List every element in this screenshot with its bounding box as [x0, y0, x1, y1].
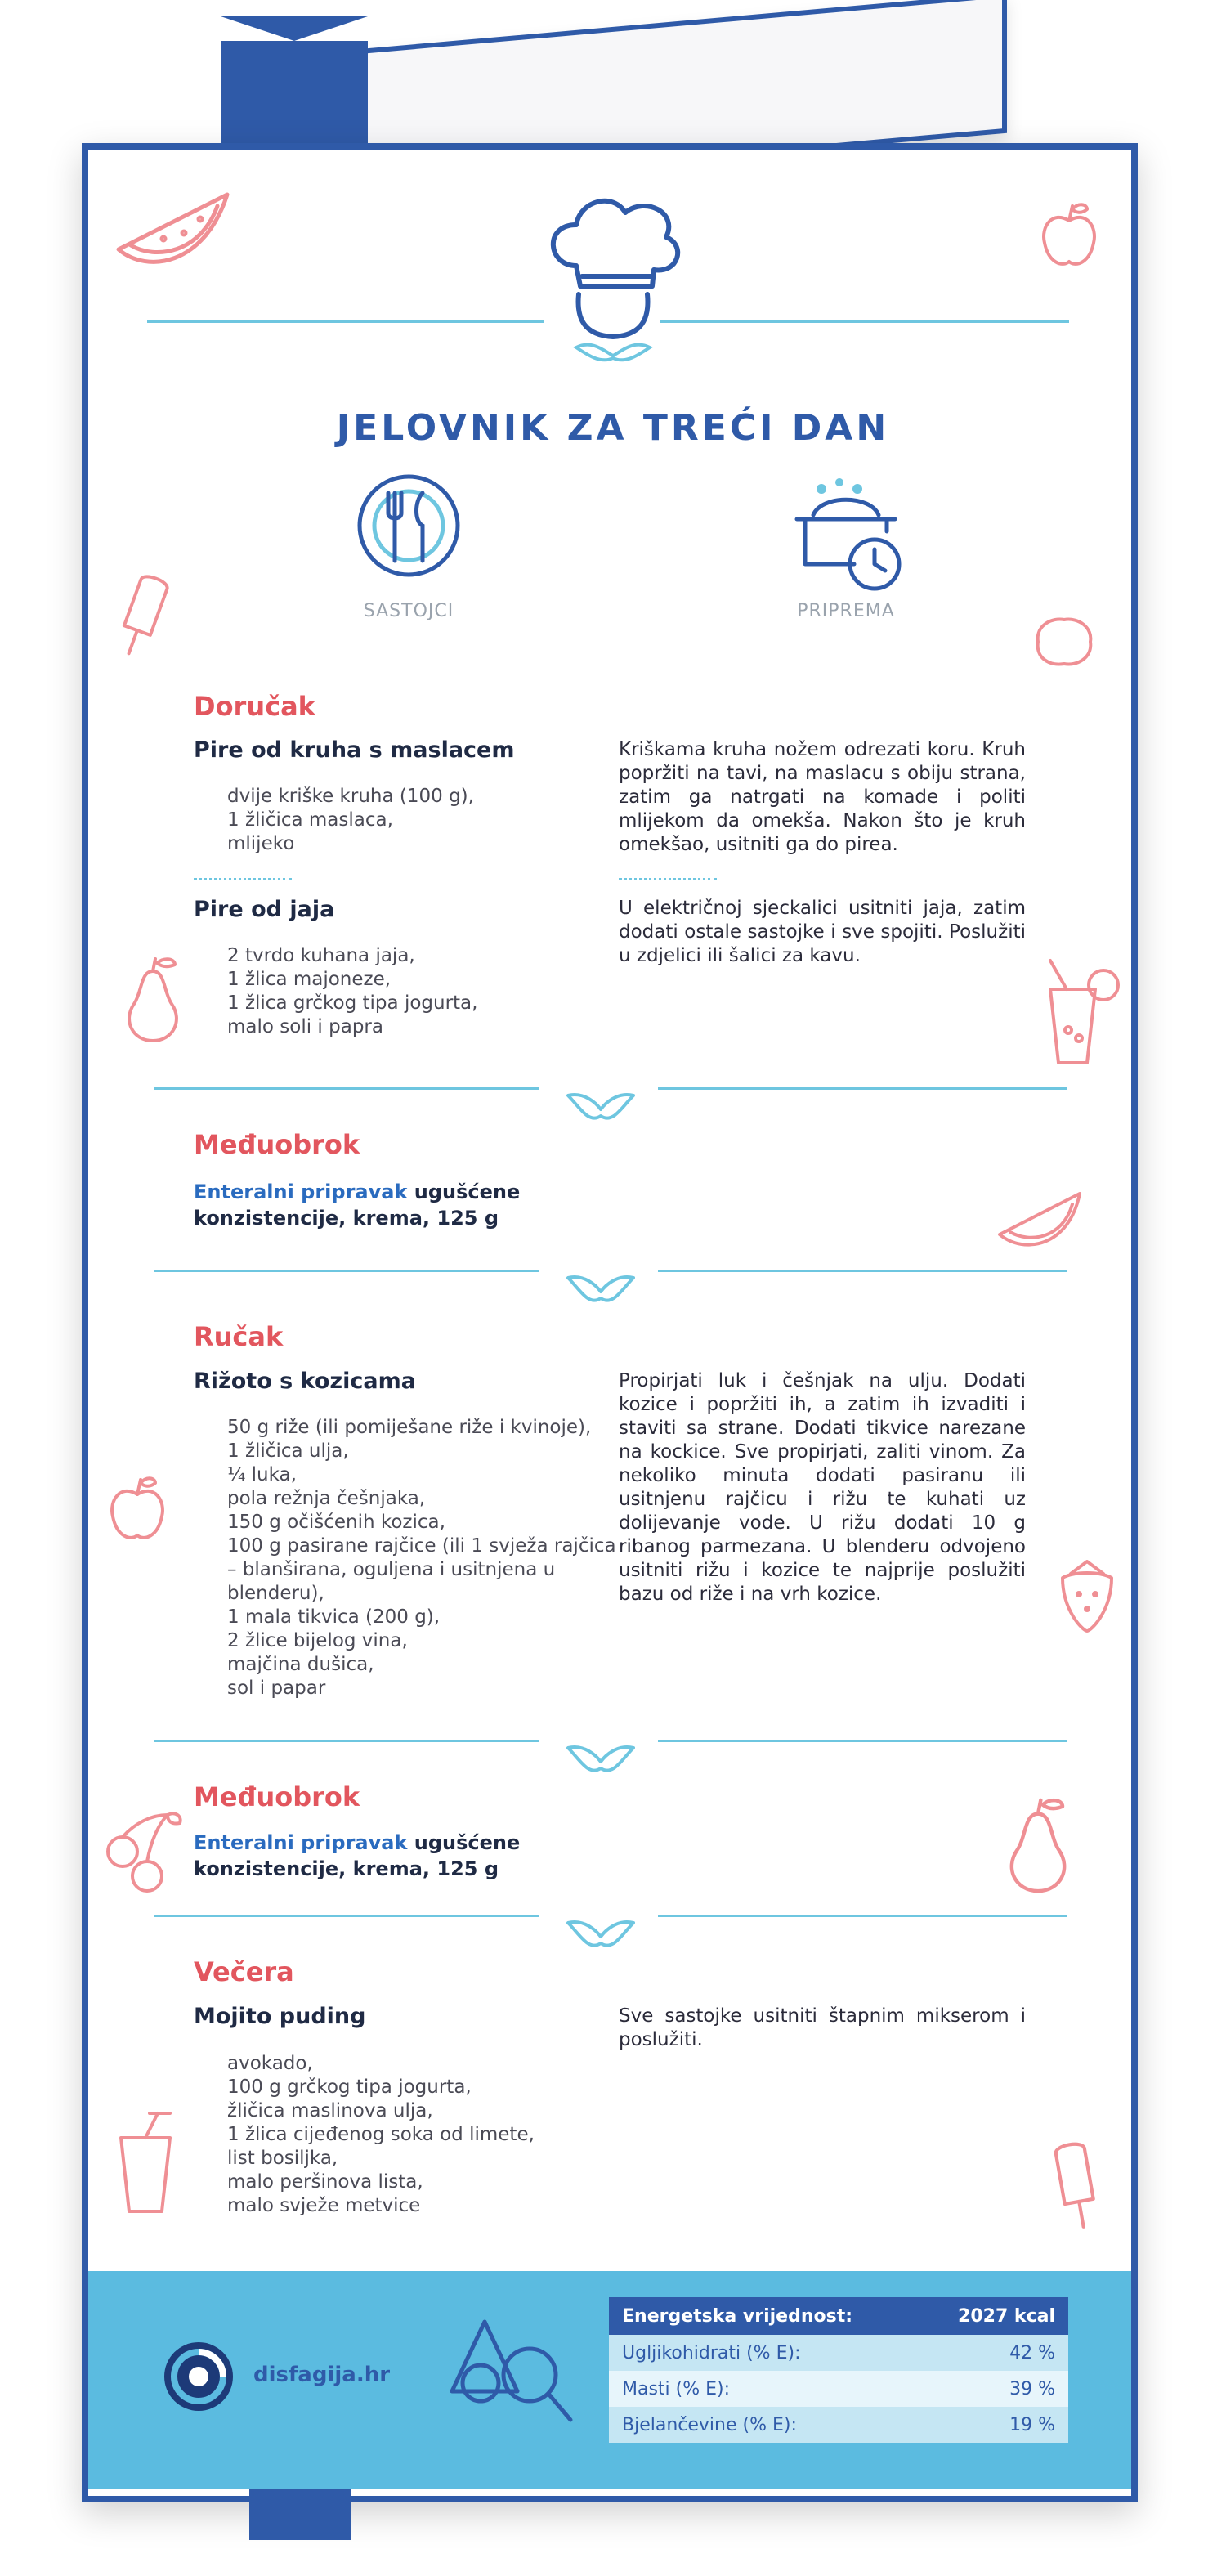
dinner-heading: Večera [194, 1956, 294, 1987]
divider-line [154, 1087, 539, 1090]
divider-line [154, 1740, 539, 1742]
pear-icon [116, 955, 190, 1045]
preparation-text: U električnoj sjeckalici usitniti jaja, zatim dodati ostale sastojke i sve spojiti. Poslužiti u zdjelici ili šalici za kavu. [619, 898, 1026, 966]
ingredients-column-label: SASTOJCI [363, 601, 454, 621]
nutrition-row [609, 2371, 1068, 2407]
bow-ornament [564, 1919, 638, 1960]
dish-title: Rižoto s kozicama [194, 1369, 416, 1394]
snack-heading: Međuobrok [194, 1781, 360, 1812]
divider-line [154, 1915, 539, 1917]
ingredient-item: 2 tvrdo kuhana jaja, [227, 945, 415, 966]
ingredient-item: 150 g očišćenih kozica, [227, 1512, 445, 1533]
ingredient-item: mlijeko [227, 833, 295, 854]
watermelon-slice-icon [996, 1189, 1085, 1255]
brand-name[interactable]: disfagija.hr [253, 2363, 391, 2387]
ingredient-item: žličica maslinova ulja, [227, 2100, 433, 2121]
dotted-separator [194, 878, 292, 880]
bow-ornament [564, 1274, 638, 1315]
ingredient-item: blenderu), [227, 1583, 324, 1604]
divider-line [658, 1740, 1067, 1742]
drink-cup-icon [113, 2109, 178, 2215]
ingredient-list [227, 2052, 535, 2218]
nutrient-label: Ugljikohidrati (% E): [609, 2335, 920, 2371]
divider-line [660, 320, 1069, 323]
preparation-text: Sve sastojke usitniti štapnim mikserom i poslužiti. [619, 2005, 1026, 2050]
nutrient-value: 39 % [920, 2371, 1068, 2407]
ingredient-item: 1 žličica ulja, [227, 1440, 349, 1462]
nutrition-table [609, 2297, 1068, 2443]
ingredient-list [227, 1416, 616, 1700]
preparation-text: Propirjati luk i češnjak na ulju. Dodati kozice i popržiti ih, a zatim ih izvaditi i staviti sa strane. Dodati tikvice narezane na kockice. Sve propirjati, zaliti vinom. Za nekoliko minuta dodati pasiranu ili usitnjenu rajčicu i rižu te kuhati uz dolijevanje vode. U rižu dodati 10 g ribanog parmezana. U blenderu odvojeno usitniti rižu i kozice te najprije poslužiti bazu od riže i na vrh kozice. [619, 1370, 1026, 1605]
snack-detail: ugušćene konzistencije, krema, 125 g [194, 1831, 521, 1880]
snack-detail: ugušćene konzistencije, krema, 125 g [194, 1180, 521, 1230]
disfagija-logo-icon [162, 2340, 235, 2413]
chef-hat-icon [531, 188, 695, 368]
popsicle-icon [113, 574, 170, 664]
ingredient-item: 100 g grčkog tipa jogurta, [227, 2076, 472, 2098]
ingredient-item: majčina dušica, [227, 1654, 374, 1675]
divider-line [658, 1087, 1067, 1090]
ingredient-item: 100 g pasirane rajčice (ili 1 svježa rajčica [227, 1535, 616, 1557]
enteral-formula-label: Enteralni pripravak [194, 1831, 408, 1854]
nutrition-header-row [609, 2297, 1068, 2335]
nutrition-row [609, 2407, 1068, 2443]
ingredient-item: sol i papar [227, 1678, 326, 1699]
snack-description [194, 1179, 553, 1231]
bow-ornament [564, 1091, 638, 1132]
divider-line [147, 320, 544, 323]
ingredient-item: dvije kriške kruha (100 g), [227, 786, 474, 807]
dish-title: Pire od jaja [194, 897, 335, 922]
ingredient-item: 1 mala tikvica (200 g), [227, 1606, 441, 1628]
ingredient-item: malo svježe metvice [227, 2195, 421, 2216]
ingredient-item: malo soli i papra [227, 1016, 383, 1037]
apple-icon [105, 1472, 170, 1545]
ingredient-item: 2 žlice bijelog vina, [227, 1630, 408, 1651]
watermelon-icon [114, 188, 237, 278]
bow-ornament [564, 1744, 638, 1785]
snack-heading: Međuobrok [194, 1129, 360, 1160]
nutrient-label: Bjelančevine (% E): [609, 2407, 920, 2443]
dotted-separator [619, 878, 717, 880]
nutrition-row [609, 2335, 1068, 2371]
ingredient-item: 50 g riže (ili pomiješane riže i kvinoje), [227, 1417, 592, 1438]
ingredient-item: 1 žlica cijeđenog soka od limete, [227, 2124, 535, 2145]
ingredient-item: list bosiljka, [227, 2148, 338, 2169]
nutrient-label: Masti (% E): [609, 2371, 920, 2407]
ingredient-list [227, 944, 477, 1039]
cocktail-glass-icon [1034, 956, 1124, 1071]
energy-value: 2027 kcal [920, 2297, 1068, 2335]
divider-line [658, 1270, 1067, 1272]
ingredient-item: – blanširana, oguljena i usitnjena u [227, 1559, 556, 1580]
enteral-formula-label: Enteralni pripravak [194, 1180, 408, 1203]
ingredient-list [227, 785, 474, 856]
energy-label: Energetska vrijednost: [609, 2297, 920, 2335]
nutrient-value: 42 % [920, 2335, 1068, 2371]
divider-line [658, 1915, 1067, 1917]
page-title: JELOVNIK ZA TREĆI DAN [336, 407, 890, 449]
ingredient-item: ¼ luka, [227, 1464, 297, 1485]
lunch-heading: Ručak [194, 1321, 284, 1352]
cherries-icon [102, 1807, 184, 1897]
popsicle-icon [1046, 2142, 1107, 2236]
lemon-icon [1031, 613, 1097, 670]
breakfast-heading: Doručak [194, 691, 315, 722]
ingredient-item: malo peršinova lista, [227, 2171, 423, 2193]
dish-title: Pire od kruha s maslacem [194, 737, 515, 763]
nutrition-search-icon [448, 2314, 579, 2436]
bookmark-ribbon-notch [221, 16, 368, 41]
plate-cutlery-icon [356, 473, 462, 579]
ingredient-item: 1 žlica majoneze, [227, 969, 392, 990]
apple-icon [1036, 198, 1102, 271]
dish-title: Mojito puding [194, 2004, 366, 2029]
preparation-column-label: PRIPREMA [797, 601, 895, 621]
snack-description [194, 1830, 553, 1882]
cooking-pot-timer-icon [789, 474, 911, 597]
strawberry-icon [1054, 1553, 1120, 1635]
preparation-text: Kriškama kruha nožem odrezati koru. Kruh popržiti na tavi, na maslacu s obiju strana, zatim ga natrgati na komade i politi mlijekom da omekša. Nakon što je kruh omekšao, usitniti ga do pirea. [619, 739, 1026, 855]
pear-icon [997, 1794, 1079, 1897]
ingredient-item: 1 žličica maslaca, [227, 809, 393, 831]
ingredient-item: avokado, [227, 2053, 313, 2074]
nutrient-value: 19 % [920, 2407, 1068, 2443]
ingredient-item: 1 žlica grčkog tipa jogurta, [227, 992, 478, 1014]
ingredient-item: pola režnja češnjaka, [227, 1488, 426, 1509]
divider-line [154, 1270, 539, 1272]
bookmark-ribbon-bottom [249, 2489, 351, 2540]
